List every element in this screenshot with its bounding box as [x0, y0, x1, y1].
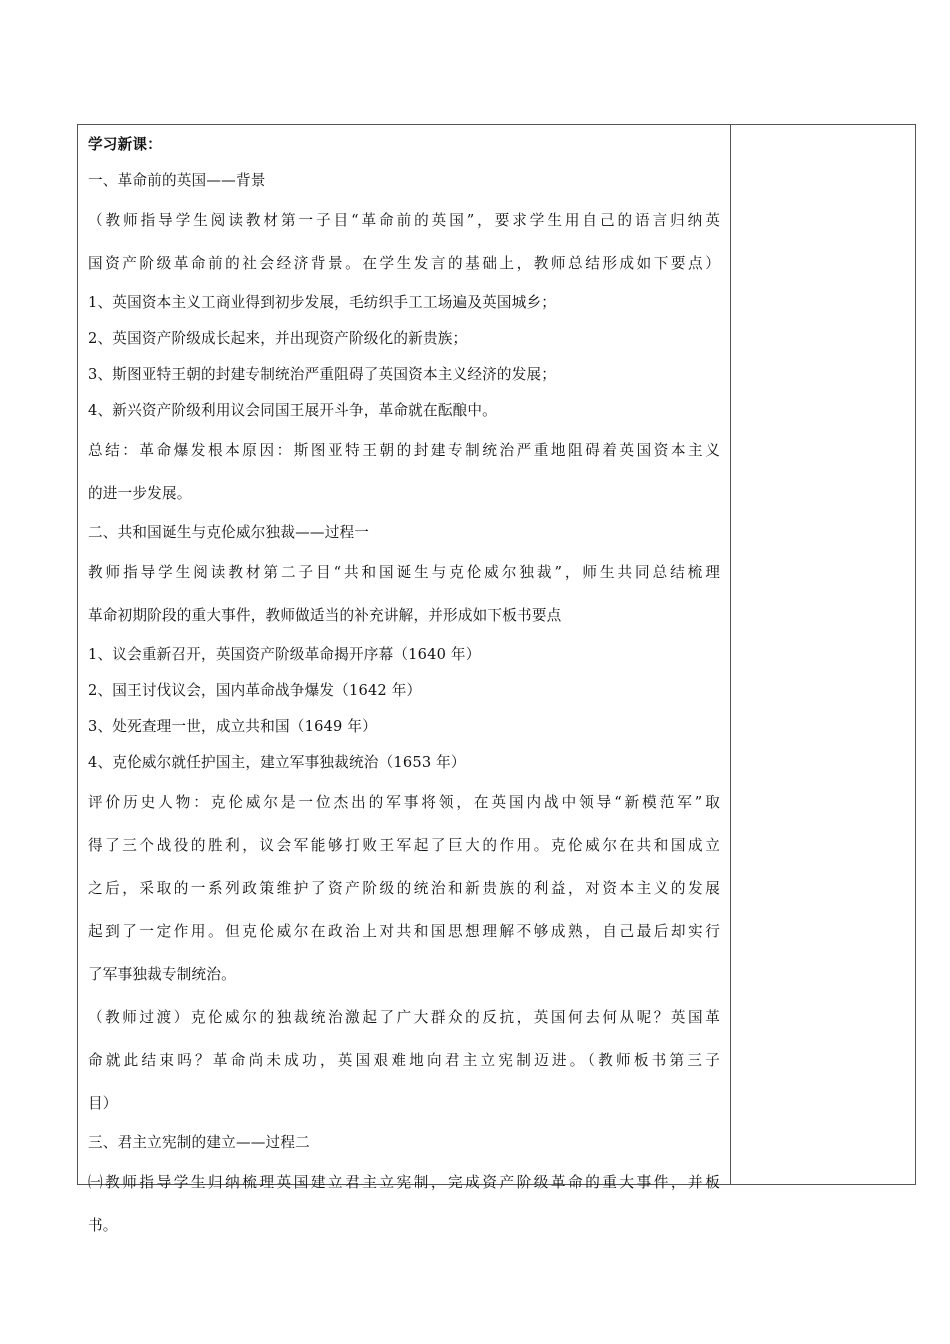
list-item: 4、新兴资产阶级利用议会同国王展开斗争，革命就在酝酿中。 [88, 402, 497, 419]
paragraph-line: 得了三个战役的胜利，议会军能够打败王军起了巨大的作用。克伦威尔在共和国成立 [88, 837, 720, 854]
list-item: 4、克伦威尔就任护国主，建立军事独裁统治（1653 年） [88, 754, 466, 771]
paragraph-line: ㈠教师指导学生归纳梳理英国建立君主立宪制，完成资产阶级革命的重大事件，并板 [88, 1174, 720, 1191]
subheading-process-one: 二、共和国诞生与克伦威尔独裁——过程一 [88, 524, 370, 541]
paragraph-line: 起到了一定作用。但克伦威尔在政治上对共和国思想理解不够成熟，自己最后却实行 [88, 923, 720, 940]
paragraph-line: 了军事独裁专制统治。 [88, 966, 236, 983]
paragraph-line: 目） [88, 1095, 118, 1112]
section-heading: 学习新课： [88, 136, 162, 153]
paragraph-line: 书。 [88, 1217, 118, 1234]
list-item: 3、斯图亚特王朝的封建专制统治严重阻碍了英国资本主义经济的发展； [88, 366, 557, 383]
list-item: 2、英国资产阶级成长起来，并出现资产阶级化的新贵族； [88, 330, 468, 347]
paragraph-line: 的进一步发展。 [88, 485, 192, 502]
paragraph-line: 教师指导学生阅读教材第二子目“共和国诞生与克伦威尔独裁”，师生共同总结梳理 [88, 564, 720, 581]
column-divider [730, 125, 731, 1184]
subheading-background: 一、革命前的英国——背景 [88, 172, 266, 189]
paragraph-line: 革命初期阶段的重大事件，教师做适当的补充讲解，并形成如下板书要点 [88, 607, 562, 624]
paragraph-line: 总结：革命爆发根本原因：斯图亚特王朝的封建专制统治严重地阻碍着英国资本主义 [88, 442, 720, 459]
paragraph-line: （教师指导学生阅读教材第一子目“革命前的英国”，要求学生用自己的语言归纳英 [88, 212, 720, 229]
list-item: 3、处死查理一世，成立共和国（1649 年） [88, 718, 377, 735]
list-item: 1、英国资本主义工商业得到初步发展，毛纺织手工工场遍及英国城乡； [88, 294, 557, 311]
main-cell [88, 127, 720, 1247]
paragraph-line: （教师过渡）克伦威尔的独裁统治激起了广大群众的反抗，英国何去何从呢？英国革 [88, 1009, 720, 1026]
subheading-process-two: 三、君主立宪制的建立——过程二 [88, 1134, 310, 1151]
paragraph-line: 命就此结束吗？革命尚未成功，英国艰难地向君主立宪制迈进。（教师板书第三子 [88, 1052, 720, 1069]
lesson-table [77, 124, 916, 1234]
list-item: 2、国王讨伐议会，国内革命战争爆发（1642 年） [88, 682, 422, 699]
list-item: 1、议会重新召开，英国资产阶级革命揭开序幕（1640 年） [88, 646, 481, 663]
paragraph-line: 之后，采取的一系列政策维护了资产阶级的统治和新贵族的利益，对资本主义的发展 [88, 880, 720, 897]
paragraph-line: 国资产阶级革命前的社会经济背景。在学生发言的基础上，教师总结形成如下要点） [88, 255, 720, 272]
paragraph-line: 评价历史人物：克伦威尔是一位杰出的军事将领，在英国内战中领导“新模范军”取 [88, 794, 720, 811]
